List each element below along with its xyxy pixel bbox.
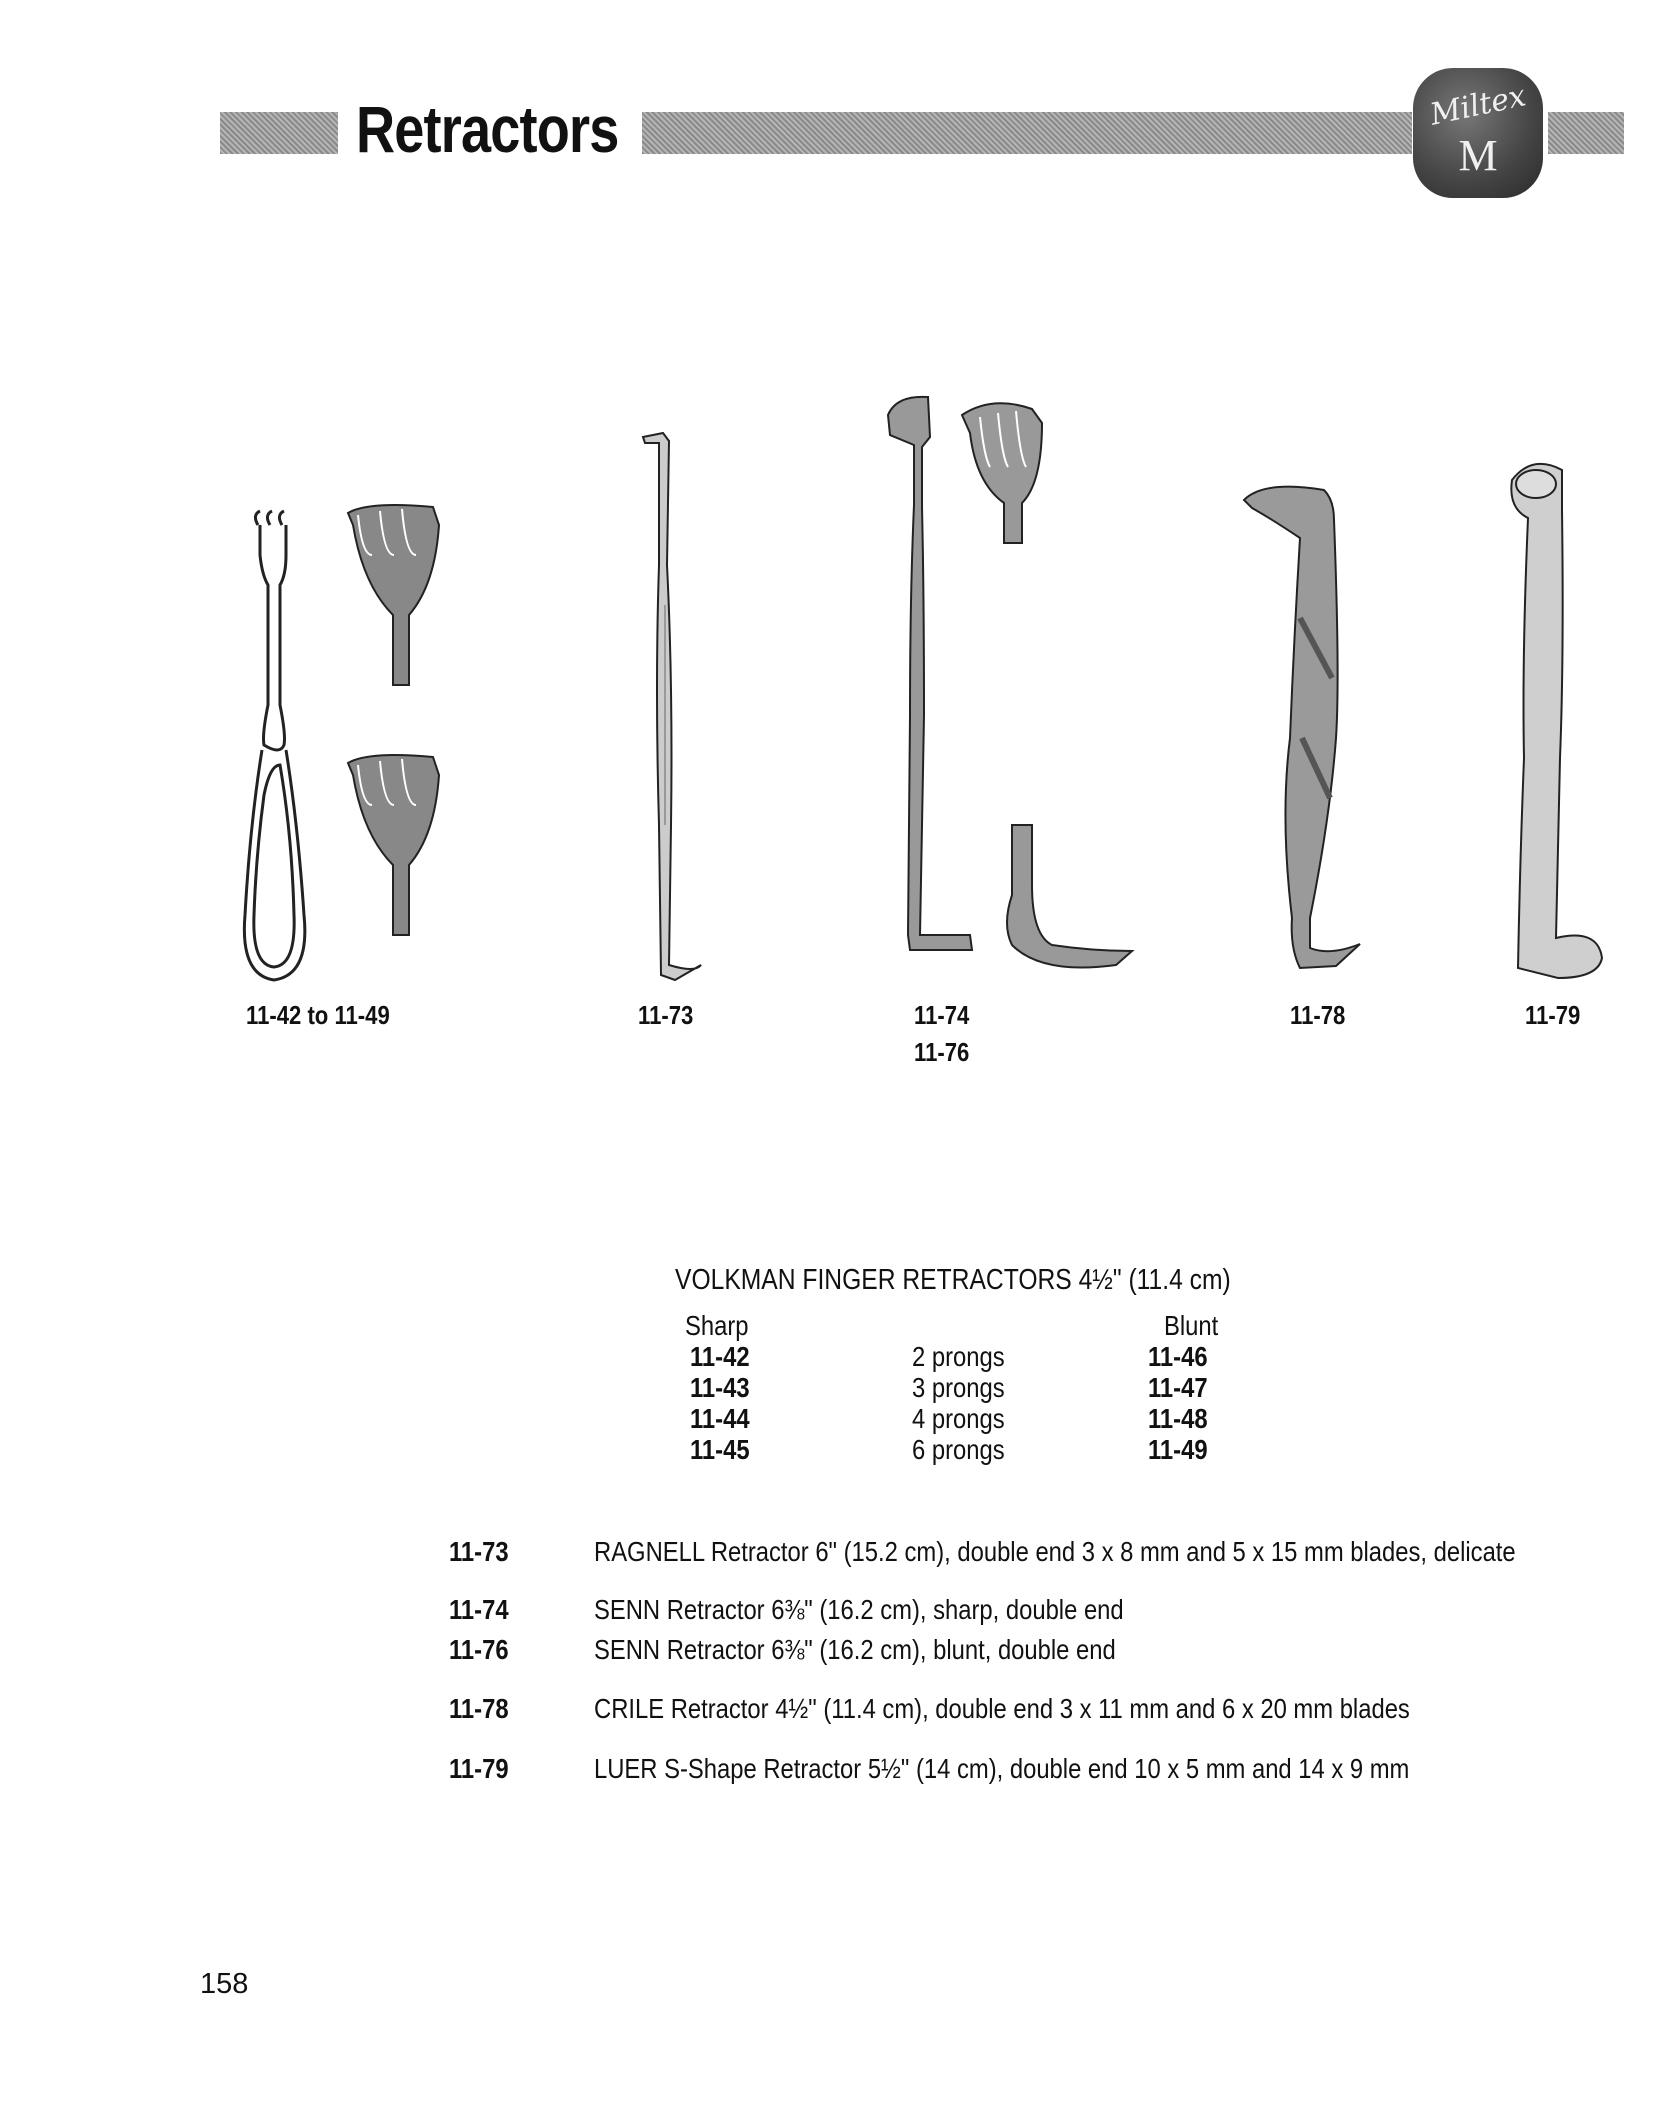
sharp-code: 11-42 [690, 1341, 750, 1372]
blunt-code: 11-49 [1148, 1434, 1208, 1465]
prong-count: 3 prongs [912, 1372, 1005, 1403]
volkman-retractor-illustration [240, 495, 480, 1010]
crile-retractor-drawing [1240, 478, 1370, 988]
miltex-logo [1413, 68, 1543, 198]
item-description: CRILE Retractor 4½" (11.4 cm), double end 3 x 11 mm and 6 x 20 mm blades [594, 1693, 1410, 1724]
header-bar-middle [642, 112, 1412, 154]
sharp-code: 11-43 [690, 1372, 750, 1403]
figure-caption: 11-76 [914, 1037, 970, 1067]
logo-script-text: Miltex [1427, 78, 1529, 133]
logo-letter: M [1458, 131, 1498, 180]
item-description: SENN Retractor 6⅜" (16.2 cm), blunt, double end [594, 1634, 1116, 1665]
luer-retractor-drawing [1498, 458, 1618, 988]
senn-retractor-drawing [880, 395, 1140, 985]
sharp-code: 11-44 [690, 1403, 750, 1434]
page-number: 158 [200, 1968, 249, 2000]
figure-caption: 11-74 [914, 1000, 970, 1030]
item-code: 11-78 [449, 1693, 509, 1724]
figure-caption: 11-78 [1290, 1000, 1346, 1030]
blunt-column-header: Blunt [1164, 1310, 1219, 1341]
prong-count: 6 prongs [912, 1434, 1005, 1465]
blunt-code: 11-48 [1148, 1403, 1208, 1434]
item-code: 11-74 [449, 1594, 509, 1625]
figure-caption: 11-73 [638, 1000, 694, 1030]
figure-caption: 11-42 to 11-49 [246, 1000, 390, 1030]
header-bar-left [220, 112, 338, 154]
prong-count: 2 prongs [912, 1341, 1005, 1372]
luer-retractor-illustration [1498, 458, 1618, 993]
blunt-code: 11-46 [1148, 1341, 1208, 1372]
volkman-table-title: VOLKMAN FINGER RETRACTORS 4½" (11.4 cm) [675, 1264, 1231, 1296]
item-description: LUER S-Shape Retractor 5½" (14 cm), double end 10 x 5 mm and 14 x 9 mm [594, 1753, 1410, 1784]
senn-retractor-illustration [880, 395, 1140, 990]
sharp-column-header: Sharp [685, 1310, 749, 1341]
volkman-retractor-drawing [240, 495, 480, 1005]
item-description: RAGNELL Retractor 6" (15.2 cm), double end 3 x 8 mm and 5 x 15 mm blades, delicate [594, 1536, 1516, 1567]
item-code: 11-76 [449, 1634, 509, 1665]
item-description: SENN Retractor 6⅜" (16.2 cm), sharp, double end [594, 1594, 1124, 1625]
page-title: Retractors [356, 92, 619, 166]
blunt-code: 11-47 [1148, 1372, 1208, 1403]
ragnell-retractor-drawing [635, 425, 715, 980]
prong-count: 4 prongs [912, 1403, 1005, 1434]
header-bar-right [1548, 112, 1624, 154]
ragnell-retractor-illustration [635, 425, 715, 985]
item-code: 11-73 [449, 1536, 509, 1567]
figure-caption: 11-79 [1525, 1000, 1581, 1030]
item-code: 11-79 [449, 1753, 509, 1784]
sharp-code: 11-45 [690, 1434, 750, 1465]
crile-retractor-illustration [1240, 478, 1370, 993]
